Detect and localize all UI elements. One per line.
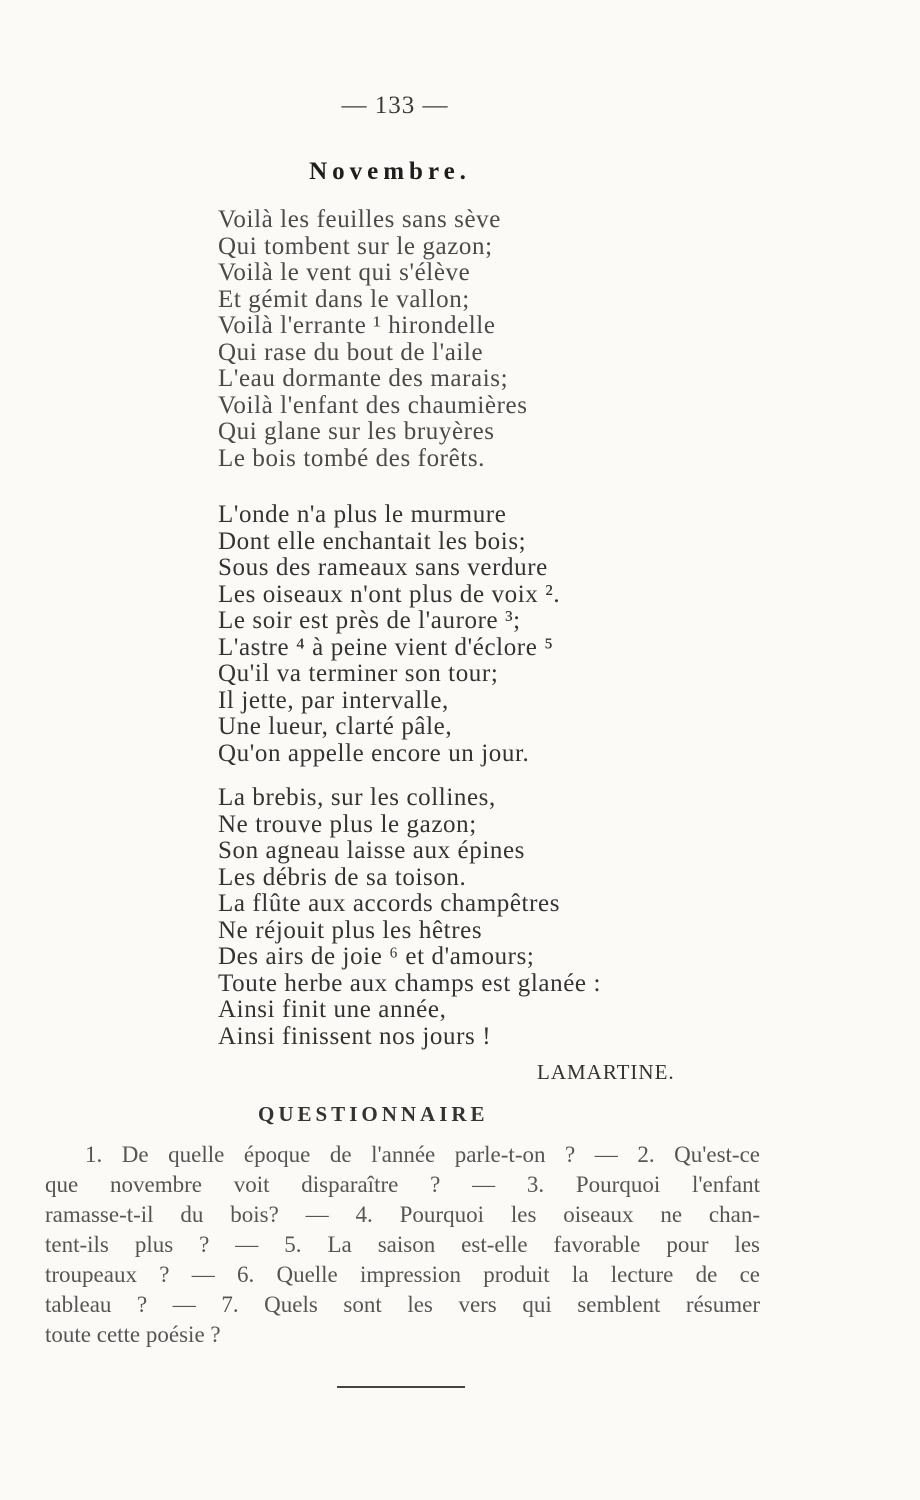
verse-line: Son agneau laisse aux épines bbox=[218, 837, 525, 864]
verse-line: Ne réjouit plus les hêtres bbox=[218, 916, 483, 944]
verse-line: La brebis, sur les collines, bbox=[218, 784, 496, 811]
verse-line: Qui glane sur les bruyères bbox=[218, 418, 495, 445]
verse-line: Le bois tombé des forêts. bbox=[218, 444, 486, 472]
verse-line: L'onde n'a plus le murmure bbox=[218, 501, 507, 528]
verse-line: Toute herbe aux champs est glanée : bbox=[218, 969, 601, 997]
poem-title: Novembre. bbox=[309, 158, 471, 185]
questionnaire-line: tableau ? — 7. Quels sont les vers qui semblent résumer bbox=[45, 1292, 760, 1317]
verse-line: Les oiseaux n'ont plus de voix ². bbox=[218, 580, 561, 608]
verse-line: Il jette, par intervalle, bbox=[218, 686, 449, 714]
verse-line: L'eau dormante des marais; bbox=[218, 365, 509, 392]
verse-line: Ne trouve plus le gazon; bbox=[218, 810, 477, 838]
verse-line: Voilà l'errante ¹ hirondelle bbox=[218, 312, 496, 339]
questionnaire-line: que novembre voit disparaître ? — 3. Pourquoi l'enfant bbox=[45, 1172, 760, 1197]
verse-line: Qu'il va terminer son tour; bbox=[218, 660, 499, 687]
end-divider bbox=[337, 1386, 465, 1388]
questionnaire-line: tent-ils plus ? — 5. La saison est-elle favorable pour les bbox=[45, 1232, 760, 1257]
verse-line: Qui tombent sur le gazon; bbox=[218, 232, 493, 260]
verse-line: Dont elle enchantait les bois; bbox=[218, 527, 527, 555]
questionnaire-heading: QUESTIONNAIRE bbox=[258, 1102, 489, 1126]
questionnaire-line: ramasse-t-il du bois? — 4. Pourquoi les oiseaux ne chan- bbox=[45, 1202, 760, 1227]
verse-line: Sous des rameaux sans verdure bbox=[218, 554, 548, 581]
questionnaire-text bbox=[45, 1140, 760, 1350]
verse-line: Ainsi finit une année, bbox=[218, 996, 447, 1023]
questionnaire-line: 1. De quelle époque de l'année parle-t-on ? — 2. Qu'est-ce bbox=[85, 1142, 760, 1167]
verse-line: Voilà les feuilles sans sève bbox=[218, 206, 501, 233]
stanza bbox=[218, 502, 778, 767]
verse-line: Qu'on appelle encore un jour. bbox=[218, 739, 530, 767]
questionnaire-line: troupeaux ? — 6. Quelle impression produit la lecture de ce bbox=[45, 1262, 760, 1287]
verse-line: Les débris de sa toison. bbox=[218, 863, 467, 891]
verse-line: Voilà le vent qui s'élève bbox=[218, 259, 471, 286]
verse-line: Voilà l'enfant des chaumières bbox=[218, 391, 528, 419]
verse-line: Une lueur, clarté pâle, bbox=[218, 713, 453, 740]
verse-line: Des airs de joie ⁶ et d'amours; bbox=[218, 943, 535, 970]
questionnaire-line: toute cette poésie ? bbox=[45, 1322, 221, 1347]
verse-line: Le soir est près de l'aurore ³; bbox=[218, 607, 521, 634]
author-signature: LAMARTINE. bbox=[537, 1060, 675, 1084]
verse-line: Ainsi finissent nos jours ! bbox=[218, 1022, 492, 1050]
page-number: — 133 — bbox=[341, 92, 449, 119]
verse-line: Et gémit dans le vallon; bbox=[218, 285, 470, 313]
stanza bbox=[218, 207, 778, 472]
verse-line: La flûte aux accords champêtres bbox=[218, 890, 561, 917]
verse-line: L'astre ⁴ à peine vient d'éclore ⁵ bbox=[218, 633, 554, 661]
verse-line: Qui rase du bout de l'aile bbox=[218, 338, 484, 366]
stanza bbox=[218, 785, 778, 1050]
